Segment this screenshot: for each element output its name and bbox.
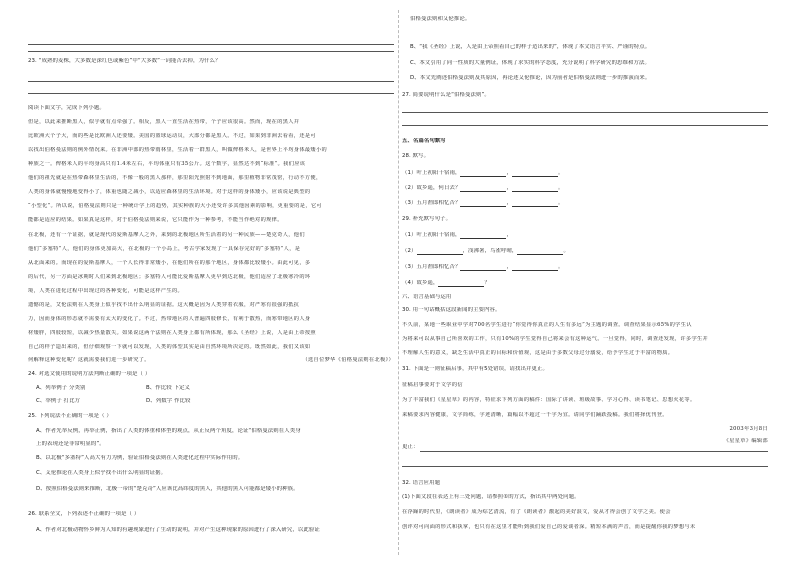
answer-line xyxy=(28,93,394,94)
q28-item-2: （2）故乡遥，何日去？ ， 。 xyxy=(402,185,564,191)
question-28: 28. 默写。 xyxy=(402,153,430,159)
q26-option-b[interactable]: B、“我《圣经》上说，人是由上帝照着自己的样子造出来的”，体现了本文语言平实、严谨的特点。 xyxy=(410,44,651,50)
passage-line: 何解释这种变化呢？这就需要我们进一步研究了。 xyxy=(28,357,150,363)
q24-option-c[interactable]: C、举例子 打比方 xyxy=(36,398,81,404)
question-24: 24. 对选文使用的说明方法判断正确的一项是（ ） xyxy=(28,371,151,377)
q25-option-a[interactable]: A、作者先举反例，再举正例，指出了人类的体重和体型的观点，从正反两个角度，论证“伯格曼法则在人类身 xyxy=(36,428,301,434)
q29-blank-3[interactable] xyxy=(517,249,563,255)
q24-options-row-2 xyxy=(36,398,394,405)
section-5-heading: 五、名篇名句默写 xyxy=(402,138,446,144)
q26-option-d[interactable]: D、本文先阐述伯格曼法则及其原因，再论述艾伦推论，因为前者是伯格曼法则进一步的推演而来。 xyxy=(410,75,651,81)
answer-line xyxy=(402,112,768,113)
q28-blank-5[interactable] xyxy=(460,201,506,207)
right-column xyxy=(402,0,768,562)
passage-line: 从北面来的。而现在的爱斯基摩人，一个人长得非常矮小，在他们所在的那个地区，身体都比较矮小。由此可见，多 xyxy=(28,260,311,266)
question-30: 30. 用一句话概括这段新闻的主要内容。 xyxy=(402,307,501,313)
correction-label: 更正： xyxy=(402,444,419,450)
q28-blank-6[interactable] xyxy=(512,201,558,207)
passage-line: 以找出伯格曼法则的例外情况来。在非洲中部的热带雨林里，生活着一群黑人，叫做俾格米人，是世界上平均身体最矮小的 xyxy=(28,147,328,153)
question-29: 29. 补充默写句子。 xyxy=(402,216,452,222)
q29-item-4: （4）故乡遥， ？ xyxy=(402,280,490,286)
passage-line: 力，因而身体的形态就不需要有太大的变化了。不过，热带地区的人普遍四肢修长，有利于散热，而寒带地区的人身 xyxy=(28,316,311,322)
answer-line xyxy=(402,466,768,467)
q24-option-b[interactable]: B、作比较 下定义 xyxy=(146,385,191,391)
q32-passage-line: 创评对可向面的形式和执掌，也只有在这里才能听到我们爱自己的爱谈者深。精短本满的声音，而是提醒你我的梦想与未 xyxy=(402,524,696,530)
notice-date: 2003年3月8日 xyxy=(729,426,768,432)
passage-line: 但是，以此来推断黑人，似乎就有点牵强了。相反，黑人一直生活在热带，个子应该很高。然而，现在的黑人并 xyxy=(28,119,300,125)
news-line: 不久前，某地一些职业中学对700名学生进行“你觉得你真正的人生有多远”为主题的调查。调查结果显示65%的学生认 xyxy=(402,322,692,328)
notice-line: 为了丰富我们《星星草》的内容，特征求下列方面的稿件：国际了讲读、班级故事、学习心得、读书笔记、思想火花等。 xyxy=(402,397,696,403)
q32-passage-line: 在浮躁的时代里，《朗读者》成为综艺清流，有了《朗读者》激起的美好浪文，爱从才得会创了文学之美。使会 xyxy=(402,509,671,515)
q29-blank-5[interactable] xyxy=(512,265,558,271)
passage-line: 遗憾的是，艾伦法则在人类身上似乎找不出什么明显的证据。这大概是因为人类穿着衣服，对严寒有很强的抵抗 xyxy=(28,302,300,308)
q24-options-row-1 xyxy=(36,385,394,392)
passage-line: 材矮胖，四肢较短，以减少热量散失。如果说这两个法则在人类身上都有所体现，那么《圣经》上说，人是由上帝按照 xyxy=(28,330,316,336)
left-column xyxy=(28,0,394,562)
answer-line xyxy=(402,125,768,126)
passage-line: “小型化”。所以说，伯格曼法则只是一种统计学上的趋势，其实种族的大小还受许多其他因素的影响，更重要的是，它可 xyxy=(28,203,322,209)
q26-option-a-cont: 伯格曼法则和艾伦推论。 xyxy=(410,16,471,22)
q29-blank-2[interactable] xyxy=(417,249,463,255)
q28-item-3: （3）五月渔郎相忆否？ ， 。 xyxy=(402,200,564,206)
question-25: 25. 下列说法不正确的一项是（ ） xyxy=(28,413,112,419)
passage-line: 他们“多塞特”人，他们的身体更加高大，在北极的一个小岛上，考古学家发现了一具保存完好的“多塞特”人，是 xyxy=(28,246,301,252)
q29-blank-4[interactable] xyxy=(460,265,506,271)
q28-blank-1[interactable] xyxy=(460,171,506,177)
q25-option-b[interactable]: B、以北极“多塞特”人高大有力为例，验证伯格曼法则在人类进化过程中实际作用的。 xyxy=(36,455,244,461)
q25-option-d[interactable]: D、按照伯格曼法则来推断，北极一带的“楚克奇”人应该比高纬度的黑人，其他的黑人可能都是矮小的种族。 xyxy=(36,486,299,492)
q28-item-1: （1）叶上初阳干宿雨， ， 。 xyxy=(402,170,564,176)
passage-line: 人类的身体就慢慢地变得小了，体重也随之减小，以适应森林里的生活环境。对于这样的身体矮小，应该说是典型的 xyxy=(28,189,311,195)
passage-line: 他们的祖先就是在热带森林里生活的，不像一般的黑人那样，那里阳光照射不到地面，那里植物非常茂密，行动不方便， xyxy=(28,175,322,181)
column-divider xyxy=(398,10,399,555)
passage-line: 比欧洲大个子大，而的些是比欧洲人还要矮。美国的篮球运动员，大部分都是黑人。不过，如果到非洲去看看，还是可 xyxy=(28,133,316,139)
q29-blank-1[interactable] xyxy=(460,233,506,239)
q32-subquestion: (1)下面文段在表达上有三处问题，请参照①的方式，指出其中两处问题。 xyxy=(402,494,580,500)
passage-line: 的后代，另一方面是冰期时人们来到北极地区；多塞特人可能比爱斯基摩人更早到达北极，他们适应了北极寒冷的环 xyxy=(28,274,311,280)
answer-line xyxy=(28,81,394,82)
q28-blank-3[interactable] xyxy=(460,186,506,192)
q29-item-3: （3）五月渔郎相忆否？ ， 。 xyxy=(402,264,564,270)
question-27: 27. 简要说明什么是“伯格曼法则”。 xyxy=(402,92,490,98)
news-line: 不理解人生的意义，缺乏生活中真正的目标和价值观，这是由于多数父母过分溺爱，给予学生过于丰富的物质。 xyxy=(402,350,674,356)
question-26: 26. 联系全文，下列表述不正确的一项是（ ） xyxy=(28,511,140,517)
passage-intro: 阅读下面文字，完成下列小题。 xyxy=(28,105,105,111)
notice-line: 来稿要求内容健康，文字简练，字迹清晰，篇幅以不超过一千字为宜。请同学们踊跃投稿。我们将择优刊登。 xyxy=(402,412,668,418)
q26-option-c[interactable]: C、本文引用了同一性质的大量例证，体现了求实的科学态度，充分说明了科学研究的思维和方法。 xyxy=(410,60,650,66)
passage-line: 境，人类在进化过程中出现过的各种变化，可能是这样产生的。 xyxy=(28,288,184,294)
passage-line: 能都是适应的结果。如果真是这样，对于伯格曼法则来说，它只能作为一种参考，不能当作绝对的规律。 xyxy=(28,217,283,223)
q24-option-d[interactable]: D、列数字 作比较 xyxy=(146,398,191,404)
q24-option-a[interactable]: A、列举例子 分类别 xyxy=(36,385,86,391)
passage-source: （选自位梦华《伯格曼法则在北极》） xyxy=(302,357,394,363)
q29-item-1: （1）叶上初阳干宿雨， ， xyxy=(402,232,512,238)
q28-blank-2[interactable] xyxy=(512,171,558,177)
passage-line: 在北极，还有一个证据，就是现代的爱斯基摩人之外，来到的北极地区所生活着的另一种民族——楚克奇人，他们 xyxy=(28,232,305,238)
correction-input-line[interactable] xyxy=(420,451,768,452)
answer-line xyxy=(28,51,394,52)
q29-item-2: （2） ，浅沸暑，鸟雀呼晴， 。 xyxy=(402,248,569,254)
q28-blank-4[interactable] xyxy=(512,186,558,192)
q29-blank-6[interactable] xyxy=(438,281,484,287)
passage-line: 自己的样子造出来的，但仔细观察一下就可以发现，人类的体型其实是由自然环境所决定的。既然如此，我们又该如 xyxy=(28,344,311,350)
question-23: 23. “成熟的麦株，大多数是深红色或紫色”中“大多数”一词能否去掉，为什么？ xyxy=(28,58,221,64)
q26-option-a[interactable]: A、作者对北极动物怀乡鲜为人知的有趣现象进行了生动的说明，并对产生这种现象的原因进行了深入研究，以此验证 xyxy=(36,527,320,533)
question-31: 31. 下面是一则征稿启事，其中有5处错误，请找出并更正。 xyxy=(402,366,548,372)
answer-line xyxy=(28,44,394,45)
notice-signature: 《星星草》编辑部 xyxy=(723,438,768,444)
q25-option-a-cont: 上的表现还是非常明显的”。 xyxy=(36,441,105,447)
news-line: 为将来可以从事自己所喜欢的工作，只有10%的学生觉得自己将来会有这种运气。一旦觉得，同时，调查还发现，许多学生并 xyxy=(402,336,709,342)
passage-line: 种族之一。俾格米人的平均身高只有1.4米左右，平均体重只有35公斤。这个数字，显然达不到“标准”。我们应该 xyxy=(28,161,306,167)
notice-title: 征稿启事要对于文学的信 xyxy=(402,382,463,388)
q25-option-c[interactable]: C、艾伦推论在人类身上似乎找不出什么明显的证据。 xyxy=(36,470,167,476)
section-6-heading: 六、语言基础与运用 xyxy=(402,294,452,300)
question-32: 32. 语言应用题 xyxy=(402,480,441,486)
